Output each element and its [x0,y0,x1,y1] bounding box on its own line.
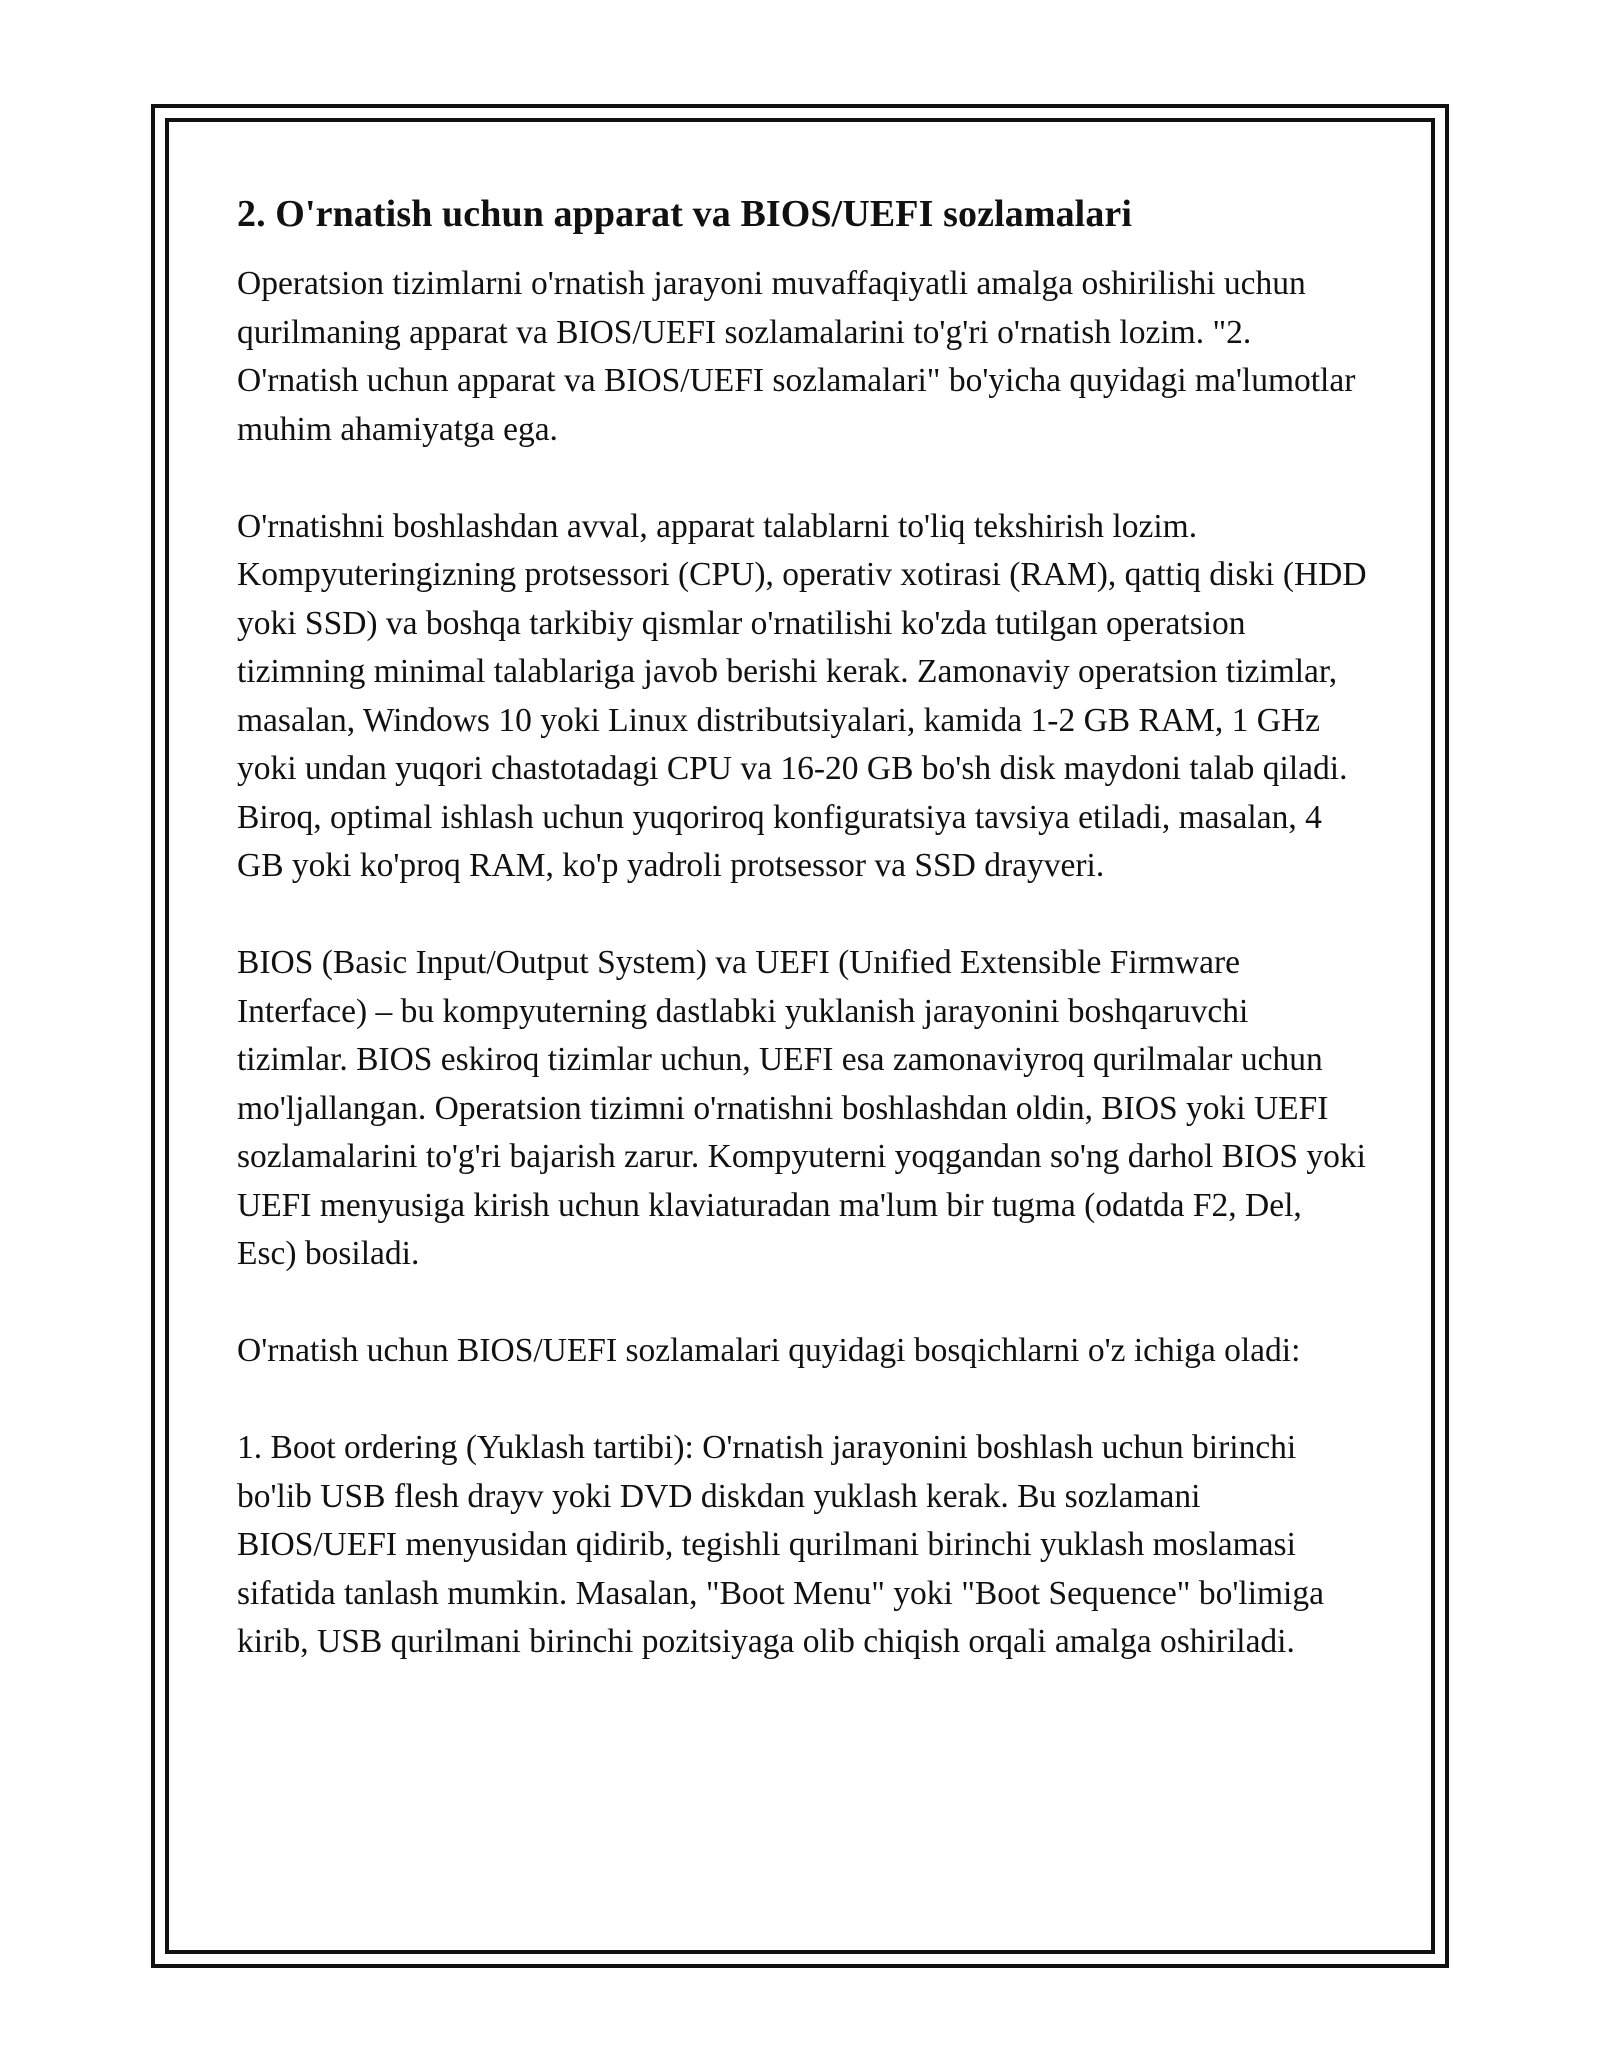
paragraph-intro: Operatsion tizimlarni o'rnatish jarayoni muvaffaqiyatli amalga oshirilishi uchun qurilmaning apparat va BIOS/UEFI sozlamalarini to'g'ri o'rnatish lozim. "2. O'rnatish uchun apparat va BIOS/UEFI sozlamalari" bo'yicha quyidagi ma'lumotlar muhim ahamiyatga ega. [237,265,1356,448]
paragraph-hardware-requirements: O'rnatishni boshlashdan avval, apparat talablarni to'liq tekshirish lozim. Kompyuteringizning protsessori (CPU), operativ xotirasi (RAM), qattiq diski (HDD yoki SSD) va boshqa tarkibiy qismlar o'rnatilishi ko'zda tutilgan operatsion tizimning minimal talablariga javob berishi kerak. Zamonaviy operatsion tizimlar, masalan, Windows 10 yoki Linux distributsiyalari, kamida 1-2 GB RAM, 1 GHz yoki undan yuqori chastotadagi CPU va 16-20 GB bo'sh disk maydoni talab qiladi. Biroq, optimal ishlash uchun yuqoriroq konfiguratsiya tavsiya etiladi, masalan, 4 GB yoki ko'proq RAM, ko'p yadroli protsessor va SSD drayveri. [237,507,1367,884]
document-body [237,188,1367,1715]
section-heading: 2. O'rnatish uchun apparat va BIOS/UEFI sozlamalari [237,193,1133,235]
paragraph-steps-intro: O'rnatish uchun BIOS/UEFI sozlamalari quyidagi bosqichlarni o'z ichiga oladi: [237,1332,1301,1369]
paragraph-boot-ordering: 1. Boot ordering (Yuklash tartibi): O'rnatish jarayonini boshlash uchun birinchi bo'lib USB flesh drayv yoki DVD diskdan yuklash kerak. Bu sozlamani BIOS/UEFI menyusidan qidirib, tegishli qurilmani birinchi yuklash moslamasi sifatida tanlash mumkin. Masalan, "Boot Menu" yoki "Boot Sequence" bo'limiga kirib, USB qurilmani birinchi pozitsiyaga olib chiqish orqali amalga oshiriladi. [237,1429,1324,1660]
paragraph-bios-uefi: BIOS (Basic Input/Output System) va UEFI (Unified Extensible Firmware Interface) – bu kompyuterning dastlabki yuklanish jarayonini boshqaruvchi tizimlar. BIOS eskiroq tizimlar uchun, UEFI esa zamonaviyroq qurilmalar uchun mo'ljallangan. Operatsion tizimni o'rnatishni boshlashdan oldin, BIOS yoki UEFI sozlamalarini to'g'ri bajarish zarur. Kompyuterni yoqgandan so'ng darhol BIOS yoki UEFI menyusiga kirish uchun klaviaturadan ma'lum bir tugma (odatda F2, Del, Esc) bosiladi. [237,944,1366,1272]
